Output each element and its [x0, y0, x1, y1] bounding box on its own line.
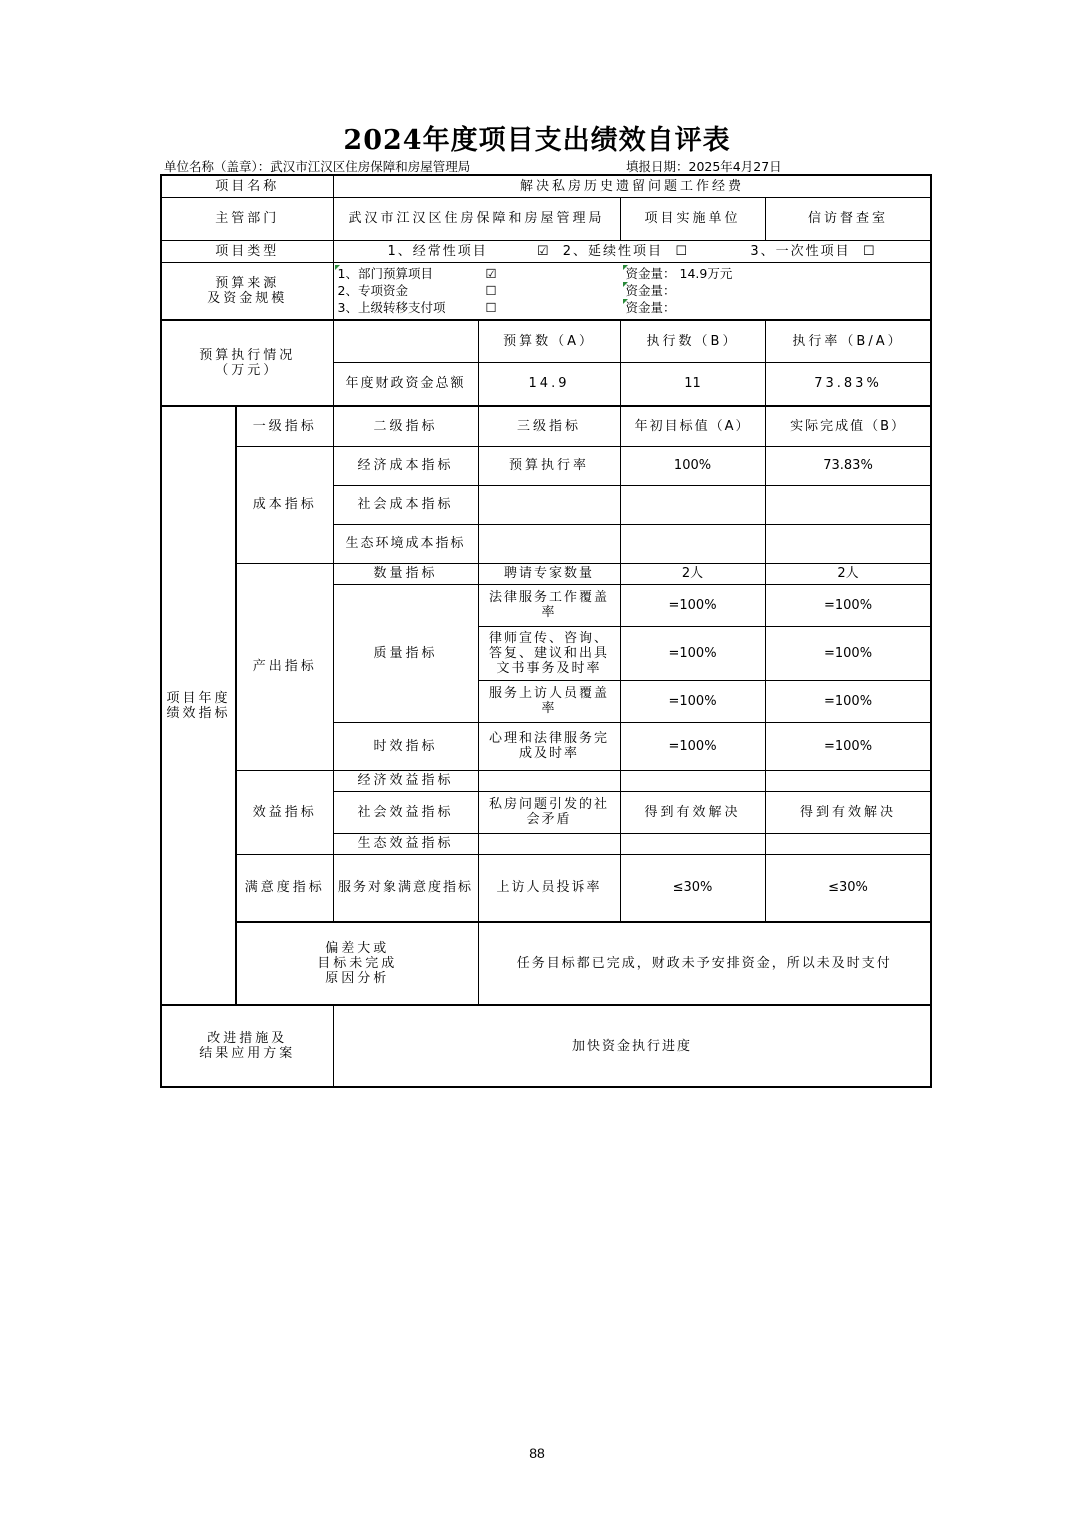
table-row-l2: 社会成本指标	[333, 485, 478, 524]
budget-item-1-amount: 资金量： 14.9万元	[626, 266, 927, 281]
execution-blank-cell	[333, 320, 478, 362]
budget-source-list	[333, 262, 931, 320]
type-option-2: 2、延续性项目	[562, 243, 664, 259]
table-row-l2: 数量指标	[333, 563, 478, 584]
table-row-target: 得到有效解决	[620, 791, 765, 833]
table-row-actual: =100%	[765, 680, 931, 722]
budget-item-2-checkbox: ☐	[485, 283, 497, 299]
satisfaction-indicator-label: 满意度指标	[236, 854, 333, 922]
table-row-target: ≤30%	[620, 854, 765, 922]
table-row-l3	[478, 833, 620, 854]
table-row-l3	[478, 485, 620, 524]
table-row-actual: =100%	[765, 584, 931, 626]
impl-unit-label: 项目实施单位	[620, 197, 765, 240]
table-row-l3	[478, 770, 620, 791]
table-row-l2: 时效指标	[333, 722, 478, 770]
page-number: 88	[529, 1445, 545, 1461]
improvement-text: 加快资金执行进度	[333, 1005, 931, 1087]
budget-item-2-name: 2、专项资金	[337, 283, 408, 299]
header-level3: 三级指标	[478, 406, 620, 446]
table-row-l3: 律师宣传、咨询、答复、建议和出具文书事务及时率	[478, 626, 620, 680]
budget-item-1-name: 1、部门预算项目	[338, 266, 486, 281]
table-row-actual: 2人	[765, 563, 931, 584]
execution-col-rate: 执行率（B/A）	[765, 320, 931, 362]
table-row-l3: 服务上访人员覆盖率	[478, 680, 620, 722]
header-level2: 二级指标	[333, 406, 478, 446]
cost-indicator-label: 成本指标	[236, 446, 333, 563]
fill-date: 填报日期：2025年4月27日	[626, 159, 782, 174]
table-row-actual	[765, 524, 931, 563]
table-row-l3: 聘请专家数量	[478, 563, 620, 584]
table-row-target	[620, 485, 765, 524]
deviation-text: 任务目标都已完成，财政未予安排资金，所以未及时支付	[478, 922, 931, 1005]
table-row-actual	[765, 770, 931, 791]
execution-b-value: 11	[620, 362, 765, 406]
impl-unit-value: 信访督查室	[765, 197, 931, 240]
table-row-target	[620, 770, 765, 791]
budget-item-1-checkbox: ☑	[485, 266, 497, 282]
table-row-target: =100%	[620, 680, 765, 722]
table-row-actual: 得到有效解决	[765, 791, 931, 833]
unit-name: 单位名称（盖章）：武汉市江汉区住房保障和房屋管理局	[164, 159, 471, 174]
budget-item-3-amount: 资金量：	[626, 300, 927, 315]
type-option-3-checkbox: ☐	[862, 243, 877, 259]
deviation-label: 偏差大或 目标未完成 原因分析	[236, 922, 478, 1005]
quality-indicator-label: 质量指标	[333, 584, 478, 722]
table-row-target: =100%	[620, 722, 765, 770]
project-type-label: 项目类型	[161, 240, 333, 262]
form-title: 2024年度项目支出绩效自评表	[343, 125, 731, 156]
execution-rate-value: 73.83%	[765, 362, 931, 406]
table-row-target	[620, 524, 765, 563]
table-row-actual: 73.83%	[765, 446, 931, 485]
table-row-l3: 心理和法律服务完成及时率	[478, 722, 620, 770]
benefit-indicator-label: 效益指标	[236, 770, 333, 854]
table-row-l2: 生态环境成本指标	[333, 524, 478, 563]
indicator-group-label: 项目年度 绩效指标	[161, 406, 236, 1005]
table-row-actual: ≤30%	[765, 854, 931, 922]
improvement-label: 改进措施及 结果应用方案	[161, 1005, 333, 1087]
table-row-target: =100%	[620, 626, 765, 680]
table-row-actual	[765, 833, 931, 854]
table-row-target: 100%	[620, 446, 765, 485]
table-row-l3: 法律服务工作覆盖率	[478, 584, 620, 626]
execution-a-value: 14.9	[478, 362, 620, 406]
project-name-value: 解决私房历史遗留问题工作经费	[333, 175, 931, 197]
budget-item-2-amount: 资金量：	[626, 283, 927, 298]
execution-col-b: 执行数（B）	[620, 320, 765, 362]
table-row-actual	[765, 485, 931, 524]
header-actual: 实际完成值（B）	[765, 406, 931, 446]
header-level1: 一级指标	[236, 406, 333, 446]
table-row-target	[620, 833, 765, 854]
table-row-l3: 上访人员投诉率	[478, 854, 620, 922]
table-row-target: =100%	[620, 584, 765, 626]
dept-value: 武汉市江汉区住房保障和房屋管理局	[333, 197, 620, 240]
table-row-l2: 经济效益指标	[333, 770, 478, 791]
table-row-l2: 社会效益指标	[333, 791, 478, 833]
execution-col-a: 预算数（A）	[478, 320, 620, 362]
output-indicator-label: 产出指标	[236, 563, 333, 770]
type-option-2-checkbox: ☐	[675, 243, 689, 259]
execution-label: 预算执行情况 （万元）	[161, 320, 333, 406]
budget-item-3-checkbox: ☐	[485, 300, 497, 316]
header-target: 年初目标值（A）	[620, 406, 765, 446]
table-row-l3	[478, 524, 620, 563]
budget-source-label: 预算来源 及资金规模	[161, 262, 333, 320]
project-name-label: 项目名称	[161, 175, 333, 197]
execution-row-label: 年度财政资金总额	[333, 362, 478, 406]
table-row-l3: 私房问题引发的社会矛盾	[478, 791, 620, 833]
table-row-actual: =100%	[765, 722, 931, 770]
type-option-3: 3、一次性项目	[750, 243, 851, 259]
table-row-l3: 预算执行率	[478, 446, 620, 485]
table-row-l2: 服务对象满意度指标	[333, 854, 478, 922]
project-type-options	[333, 240, 931, 262]
table-row-target: 2人	[620, 563, 765, 584]
table-row-actual: =100%	[765, 626, 931, 680]
type-option-1: 1、经常性项目	[387, 243, 488, 259]
performance-table	[160, 174, 932, 1088]
table-row-l2: 生态效益指标	[333, 833, 478, 854]
type-option-1-checkbox: ☑	[536, 243, 551, 259]
table-row-l2: 经济成本指标	[333, 446, 478, 485]
budget-item-3-name: 3、上级转移支付项	[337, 300, 446, 316]
dept-label: 主管部门	[161, 197, 333, 240]
